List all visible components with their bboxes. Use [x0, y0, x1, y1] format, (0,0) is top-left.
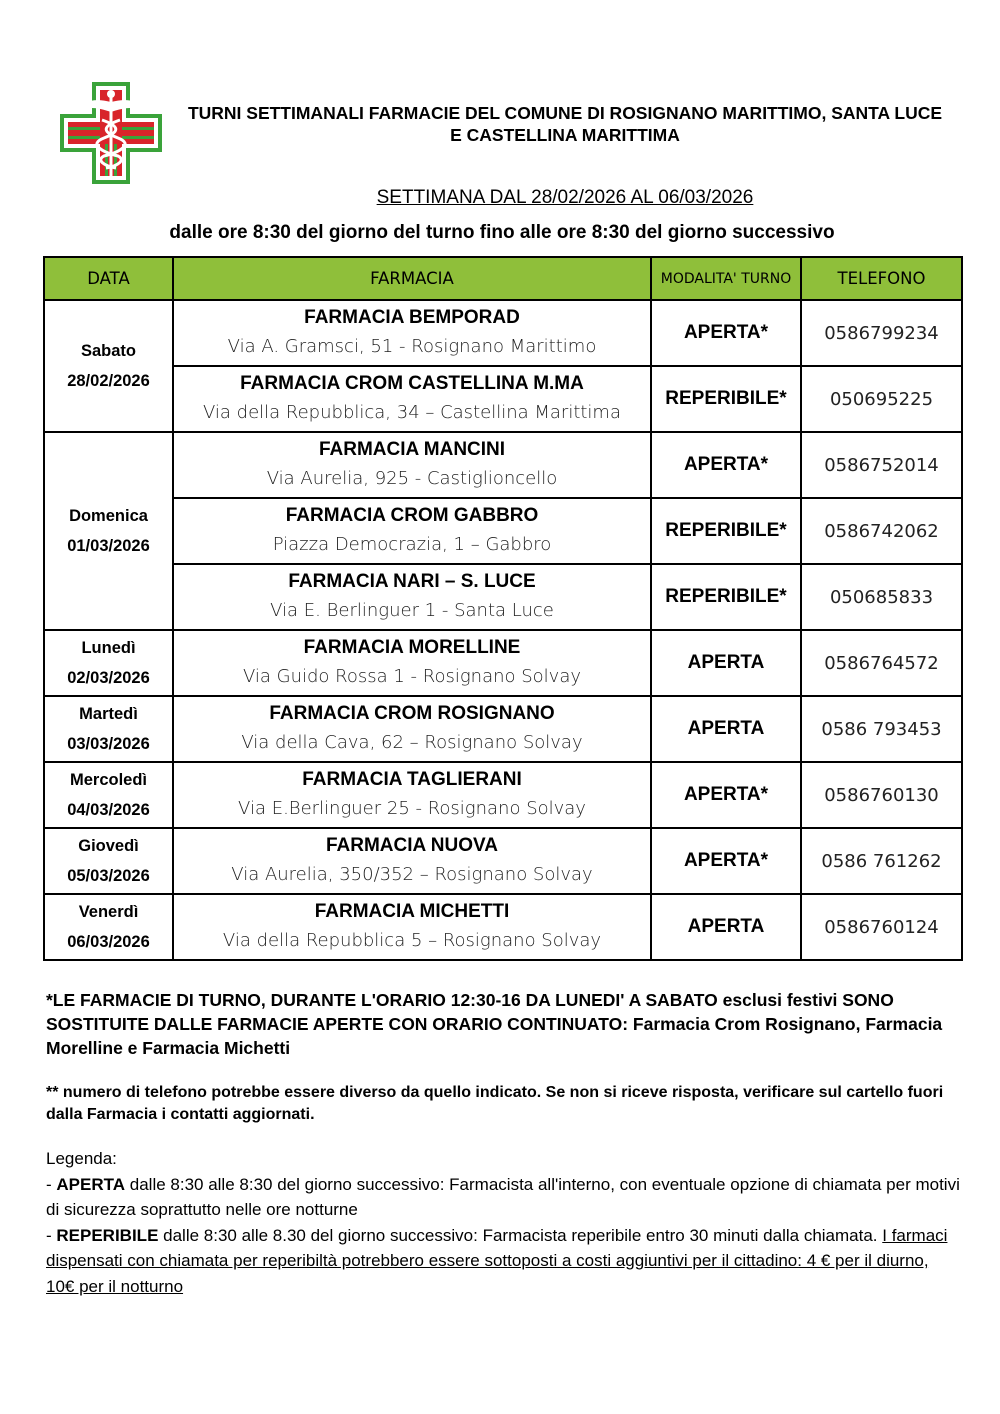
pharmacy-cell	[173, 432, 651, 498]
day-date: 04/03/2026	[67, 801, 150, 819]
pharmacy-cell	[173, 564, 651, 630]
pharmacy-name: FARMACIA CROM GABBRO	[285, 505, 539, 526]
shift-mode: APERTA*	[651, 300, 801, 366]
pharmacy-address: Via della Repubblica, 34 – Castellina Marittima	[202, 402, 622, 423]
pharmacy-cell	[173, 300, 651, 366]
shift-mode: APERTA	[651, 630, 801, 696]
phone-note: ** numero di telefono potrebbe essere diverso da quello indicato. Se non si riceve risposta, verificare sul cartello fuori dalla Farmacia i contatti aggiornati.	[46, 1084, 944, 1123]
col-header-modalita: MODALITA' TURNO	[651, 257, 801, 300]
legend-aperta-key: APERTA	[56, 1174, 126, 1194]
pharmacy-name: FARMACIA TAGLIERANI	[302, 769, 522, 790]
pharmacy-address: Via Aurelia, 350/352 – Rosignano Solvay	[231, 864, 593, 885]
phone-number: 0586742062	[801, 498, 962, 564]
phone-number: 0586 793453	[801, 696, 962, 762]
legend-reperibile-key: REPERIBILE	[56, 1225, 159, 1245]
col-header-data: DATA	[44, 257, 173, 300]
pharmacy-cell	[173, 828, 651, 894]
shift-mode: APERTA*	[651, 432, 801, 498]
phone-number: 0586752014	[801, 432, 962, 498]
pharmacy-name: FARMACIA NUOVA	[325, 835, 499, 856]
day-name: Sabato	[80, 342, 136, 360]
legend-extra-costs: I farmaci dispensati con chiamata per reperibiltà potrebbero essere sottoposti a costi aggiuntivi per il cittadino: 4 € per il diurno, 10€ per il notturno	[46, 1225, 948, 1296]
shift-mode: APERTA	[651, 894, 801, 960]
legend-reperibile	[46, 1223, 961, 1300]
table-row	[44, 498, 962, 564]
legend-dash: -	[46, 1174, 57, 1194]
day-name: Giovedì	[78, 837, 139, 855]
day-name: Domenica	[69, 507, 148, 525]
pharmacy-cell	[173, 498, 651, 564]
legend-dash: -	[46, 1225, 57, 1245]
table-row	[44, 762, 962, 828]
pharmacy-name: FARMACIA MANCINI	[318, 439, 506, 460]
pharmacy-cell	[173, 630, 651, 696]
table-row	[44, 696, 962, 762]
pharmacy-address: Via Aurelia, 925 - Castiglioncello	[266, 468, 558, 489]
shift-mode: REPERIBILE*	[651, 366, 801, 432]
pharmacy-address: Piazza Democrazia, 1 – Gabbro	[272, 534, 552, 555]
week-range: SETTIMANA DAL 28/02/2026 AL 06/03/2026	[376, 187, 754, 208]
shift-mode: REPERIBILE*	[651, 564, 801, 630]
day-date: 05/03/2026	[67, 867, 150, 885]
pharmacy-address: Via E. Berlinguer 1 - Santa Luce	[270, 600, 554, 621]
pharmacy-cell	[173, 696, 651, 762]
date-cell	[44, 432, 173, 630]
legend-reperibile-text: dalle 8:30 alle 8.30 del giorno successivo: Farmacista reperibile entro 30 minuti dalla chiamata.	[158, 1225, 883, 1245]
phone-number: 050695225	[801, 366, 962, 432]
pharmacy-name: FARMACIA CROM CASTELLINA M.MA	[240, 373, 584, 394]
day-name: Lunedì	[81, 639, 136, 657]
phone-number: 0586799234	[801, 300, 962, 366]
pharmacy-address: Via della Repubblica 5 – Rosignano Solvay	[222, 930, 602, 951]
date-cell	[44, 894, 173, 960]
pharmacy-cross-caduceus-icon	[58, 80, 164, 186]
day-date: 06/03/2026	[67, 933, 150, 951]
note-bold: *LE FARMACIE DI TURNO, DURANTE L'ORARIO 12:30-16 DA LUNEDI' A SABATO	[46, 990, 718, 1010]
table-row	[44, 564, 962, 630]
table-header-row	[44, 257, 962, 300]
shift-hours: dalle ore 8:30 del giorno del turno fino alle ore 8:30 del giorno successivo	[169, 222, 835, 243]
pharmacy-name: FARMACIA MORELLINE	[303, 637, 521, 658]
col-header-farmacia: FARMACIA	[173, 257, 651, 300]
table-row	[44, 828, 962, 894]
page-title: TURNI SETTIMANALI FARMACIE DEL COMUNE DI ROSIGNANO MARITTIMO, SANTA LUCE E CASTELLINA MARITTIMA	[187, 103, 943, 145]
shift-mode: REPERIBILE*	[651, 498, 801, 564]
pharmacy-cell	[173, 894, 651, 960]
pharmacy-address: Via A. Gramsci, 51 - Rosignano Marittimo	[227, 336, 597, 357]
phone-number: 0586760124	[801, 894, 962, 960]
pharmacy-logo	[58, 80, 164, 186]
legend-aperta	[46, 1172, 961, 1223]
pharmacy-name: FARMACIA CROM ROSIGNANO	[269, 703, 555, 724]
pharmacy-name: FARMACIA NARI – S. LUCE	[288, 571, 536, 592]
continuous-hours-note	[46, 988, 961, 1060]
shift-mode: APERTA	[651, 696, 801, 762]
phone-number: 0586 761262	[801, 828, 962, 894]
pharmacy-address: Via Guido Rossa 1 - Rosignano Solvay	[242, 666, 582, 687]
phone-number: 050685833	[801, 564, 962, 630]
pharmacy-name: FARMACIA BEMPORAD	[304, 307, 520, 328]
note-rest: esclusi festivi SONO SOSTITUITE DALLE FARMACIE APERTE CON ORARIO CONTINUATO: Farmacia Crom Rosignano, Farmacia Morelline e Farmacia Michetti	[46, 990, 943, 1058]
legend-title: Legenda:	[46, 1149, 117, 1168]
date-cell	[44, 696, 173, 762]
day-date: 28/02/2026	[67, 372, 150, 390]
table-row	[44, 300, 962, 366]
pharmacy-cell	[173, 762, 651, 828]
table-row	[44, 432, 962, 498]
pharmacy-address: Via della Cava, 62 – Rosignano Solvay	[241, 732, 583, 753]
legend-aperta-text: dalle 8:30 alle 8:30 del giorno successivo: Farmacista all'interno, con eventuale opzione di chiamata per motivi di sicurezza soprattutto nelle ore notturne	[46, 1174, 960, 1219]
date-cell	[44, 828, 173, 894]
day-name: Mercoledì	[69, 771, 148, 789]
table-row	[44, 630, 962, 696]
date-cell	[44, 630, 173, 696]
day-date: 02/03/2026	[67, 669, 150, 687]
date-cell	[44, 300, 173, 432]
pharmacy-address: Via E.Berlinguer 25 - Rosignano Solvay	[238, 798, 586, 819]
table-row	[44, 894, 962, 960]
phone-number: 0586760130	[801, 762, 962, 828]
pharmacy-name: FARMACIA MICHETTI	[314, 901, 510, 922]
day-name: Venerdì	[78, 903, 139, 921]
duty-table	[43, 256, 963, 961]
phone-number: 0586764572	[801, 630, 962, 696]
shift-mode: APERTA*	[651, 828, 801, 894]
legend	[46, 1146, 961, 1299]
shift-mode: APERTA*	[651, 762, 801, 828]
pharmacy-cell	[173, 366, 651, 432]
table-row	[44, 366, 962, 432]
day-date: 03/03/2026	[67, 735, 150, 753]
day-date: 01/03/2026	[67, 537, 150, 555]
date-cell	[44, 762, 173, 828]
day-name: Martedì	[79, 705, 138, 723]
col-header-telefono: TELEFONO	[801, 257, 962, 300]
notes-section	[46, 988, 961, 1299]
